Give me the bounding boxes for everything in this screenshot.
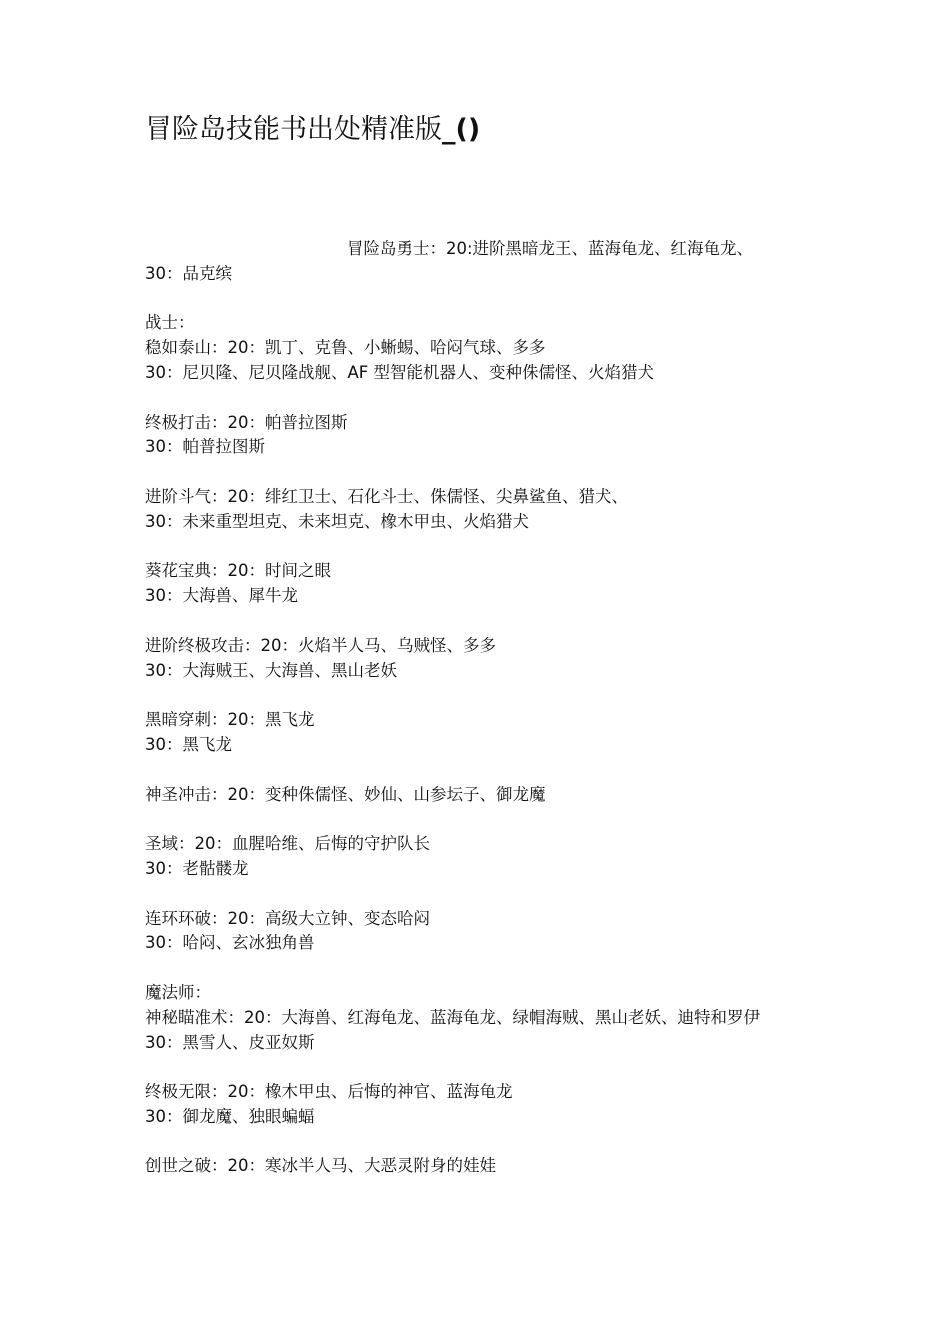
document-body — [145, 237, 815, 1179]
skill-line: 30：大海贼王、大海兽、黑山老妖 — [145, 660, 397, 680]
paragraph-gap — [145, 1055, 815, 1080]
paragraph-gap — [145, 758, 815, 783]
skill-line: 葵花宝典：20：时间之眼 — [145, 561, 331, 581]
paragraph-gap — [145, 807, 815, 832]
skill-line: 黑暗穿刺：20：黑飞龙 — [145, 710, 315, 730]
skill-line: 稳如泰山：20：凯丁、克鲁、小蜥蜴、哈闷气球、多多 — [145, 338, 546, 358]
paragraph-gap — [145, 683, 815, 708]
skill-line: 30：帕普拉图斯 — [145, 437, 265, 457]
paragraph-gap — [145, 386, 815, 411]
skill-line: 30：哈闷、玄冰独角兽 — [145, 933, 315, 953]
skill-line: 30：尼贝隆、尼贝隆战舰、AF 型智能机器人、变种侏儒怪、火焰猎犬 — [145, 362, 655, 382]
skill-line: 30：黑飞龙 — [145, 734, 232, 754]
title-suffix: _() — [442, 114, 481, 145]
skill-line: 进阶终极攻击：20：火焰半人马、乌贼怪、多多 — [145, 635, 496, 655]
skill-line: 进阶斗气：20：绯红卫士、石化斗士、侏儒怪、尖鼻鲨鱼、猎犬、 — [145, 486, 628, 506]
skill-line: 神秘瞄准术：20：大海兽、红海龟龙、蓝海龟龙、绿帽海贼、黑山老妖、迪特和罗伊 — [145, 1007, 760, 1027]
section-heading-warrior: 战士： — [145, 313, 195, 333]
skill-line: 神圣冲击：20：变种侏儒怪、妙仙、山参坛子、御龙魔 — [145, 784, 546, 804]
skill-line: 终极无限：20：橡木甲虫、后悔的神官、蓝海龟龙 — [145, 1082, 513, 1102]
section-heading-mage: 魔法师： — [145, 982, 211, 1002]
skill-line: 30：老骷髅龙 — [145, 858, 249, 878]
paragraph-gap — [145, 882, 815, 907]
skill-line: 创世之破：20：寒冰半人马、大恶灵附身的娃娃 — [145, 1156, 496, 1176]
paragraph-gap — [145, 287, 815, 312]
intro-line: 30：品克缤 — [145, 263, 232, 283]
title-main: 冒险岛技能书出处精准版 — [145, 114, 442, 145]
intro-line: 冒险岛勇士：20:进阶黑暗龙王、蓝海龟龙、红海龟龙、 — [347, 239, 754, 258]
paragraph-gap — [145, 609, 815, 634]
skill-line: 30：未来重型坦克、未来坦克、橡木甲虫、火焰猎犬 — [145, 511, 529, 531]
skill-line: 终极打击：20：帕普拉图斯 — [145, 412, 348, 432]
skill-line: 30：大海兽、犀牛龙 — [145, 586, 298, 606]
skill-line: 30：御龙魔、独眼蝙蝠 — [145, 1106, 315, 1126]
skill-line: 圣域：20：血腥哈维、后悔的守护队长 — [145, 834, 430, 854]
skill-line: 连环环破：20：高级大立钟、变态哈闷 — [145, 908, 430, 928]
paragraph-gap — [145, 460, 815, 485]
document-title — [145, 110, 480, 150]
paragraph-gap — [145, 535, 815, 560]
skill-line: 30：黑雪人、皮亚奴斯 — [145, 1032, 315, 1052]
paragraph-gap — [145, 1130, 815, 1155]
paragraph-gap — [145, 956, 815, 981]
